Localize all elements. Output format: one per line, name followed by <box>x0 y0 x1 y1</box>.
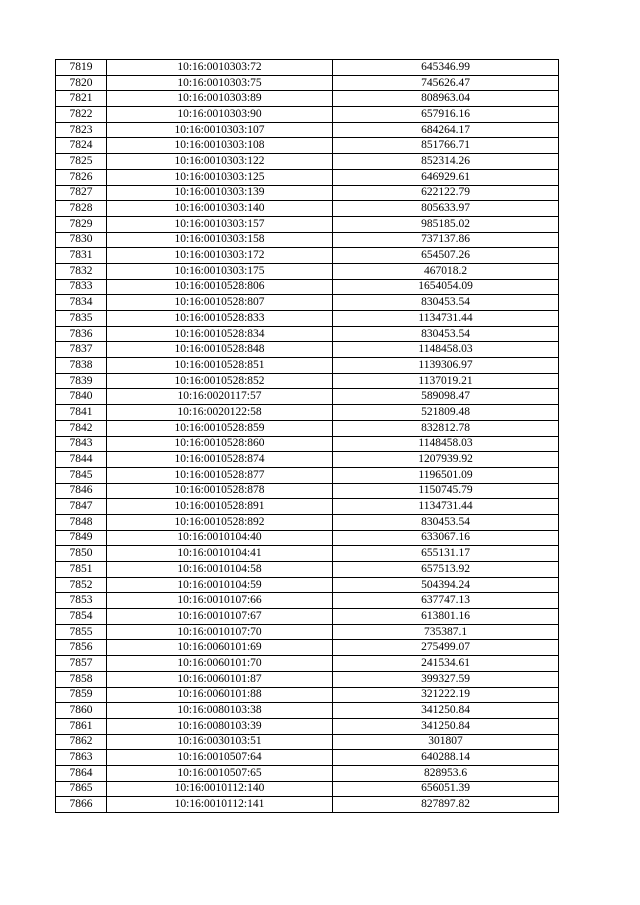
cadastral-number-cell: 10:16:0010507:65 <box>107 765 333 781</box>
table-row <box>56 703 559 719</box>
row-number-cell: 7866 <box>56 797 107 813</box>
row-number-cell: 7835 <box>56 311 107 327</box>
cadastral-number-cell: 10:16:0010303:140 <box>107 201 333 217</box>
value-cell: 1134731.44 <box>333 499 559 515</box>
value-cell: 633067.16 <box>333 530 559 546</box>
cadastral-number-cell: 10:16:0060101:88 <box>107 687 333 703</box>
table-row <box>56 154 559 170</box>
value-cell: 1148458.03 <box>333 436 559 452</box>
row-number-cell: 7842 <box>56 420 107 436</box>
table-row <box>56 687 559 703</box>
cadastral-number-cell: 10:16:0010528:852 <box>107 373 333 389</box>
row-number-cell: 7855 <box>56 624 107 640</box>
cadastral-number-cell: 10:16:0010107:67 <box>107 609 333 625</box>
value-cell: 655131.17 <box>333 546 559 562</box>
row-number-cell: 7840 <box>56 389 107 405</box>
value-cell: 241534.61 <box>333 656 559 672</box>
table-row <box>56 373 559 389</box>
row-number-cell: 7858 <box>56 671 107 687</box>
cadastral-number-cell: 10:16:0010104:41 <box>107 546 333 562</box>
table-row <box>56 169 559 185</box>
cadastral-number-cell: 10:16:0010112:140 <box>107 781 333 797</box>
row-number-cell: 7854 <box>56 609 107 625</box>
cadastral-number-cell: 10:16:0010303:175 <box>107 263 333 279</box>
cadastral-number-cell: 10:16:0060101:69 <box>107 640 333 656</box>
cadastral-number-cell: 10:16:0010303:122 <box>107 154 333 170</box>
table-row <box>56 577 559 593</box>
value-cell: 657513.92 <box>333 562 559 578</box>
cadastral-number-cell: 10:16:0010303:75 <box>107 75 333 91</box>
cadastral-number-cell: 10:16:0010303:158 <box>107 232 333 248</box>
value-cell: 737137.86 <box>333 232 559 248</box>
table-row <box>56 656 559 672</box>
table-row <box>56 420 559 436</box>
table-row <box>56 122 559 138</box>
cadastral-number-cell: 10:16:0010507:64 <box>107 750 333 766</box>
cadastral-number-cell: 10:16:0010112:141 <box>107 797 333 813</box>
value-cell: 1654054.09 <box>333 279 559 295</box>
table-row <box>56 138 559 154</box>
row-number-cell: 7826 <box>56 169 107 185</box>
value-cell: 1134731.44 <box>333 311 559 327</box>
value-cell: 735387.1 <box>333 624 559 640</box>
table-row <box>56 107 559 123</box>
table-row <box>56 640 559 656</box>
data-table <box>55 59 559 813</box>
value-cell: 637747.13 <box>333 593 559 609</box>
table-row <box>56 216 559 232</box>
value-cell: 341250.84 <box>333 703 559 719</box>
table-row <box>56 546 559 562</box>
value-cell: 622122.79 <box>333 185 559 201</box>
table-row <box>56 91 559 107</box>
value-cell: 341250.84 <box>333 718 559 734</box>
table-row <box>56 295 559 311</box>
table-row <box>56 358 559 374</box>
row-number-cell: 7857 <box>56 656 107 672</box>
row-number-cell: 7862 <box>56 734 107 750</box>
row-number-cell: 7820 <box>56 75 107 91</box>
row-number-cell: 7827 <box>56 185 107 201</box>
cadastral-number-cell: 10:16:0020122:58 <box>107 405 333 421</box>
table-row <box>56 781 559 797</box>
table-row <box>56 765 559 781</box>
value-cell: 1150745.79 <box>333 483 559 499</box>
row-number-cell: 7849 <box>56 530 107 546</box>
cadastral-number-cell: 10:16:0080103:38 <box>107 703 333 719</box>
row-number-cell: 7831 <box>56 248 107 264</box>
cadastral-number-cell: 10:16:0010303:90 <box>107 107 333 123</box>
row-number-cell: 7852 <box>56 577 107 593</box>
row-number-cell: 7825 <box>56 154 107 170</box>
table-row <box>56 248 559 264</box>
row-number-cell: 7821 <box>56 91 107 107</box>
value-cell: 657916.16 <box>333 107 559 123</box>
value-cell: 1207939.92 <box>333 452 559 468</box>
table-row <box>56 734 559 750</box>
cadastral-number-cell: 10:16:0060101:70 <box>107 656 333 672</box>
cadastral-number-cell: 10:16:0010303:125 <box>107 169 333 185</box>
cadastral-number-cell: 10:16:0010104:58 <box>107 562 333 578</box>
value-cell: 1137019.21 <box>333 373 559 389</box>
cadastral-number-cell: 10:16:0030103:51 <box>107 734 333 750</box>
value-cell: 640288.14 <box>333 750 559 766</box>
table-row <box>56 671 559 687</box>
table-row <box>56 483 559 499</box>
value-cell: 852314.26 <box>333 154 559 170</box>
cadastral-number-cell: 10:16:0010107:70 <box>107 624 333 640</box>
table-row <box>56 624 559 640</box>
table-row <box>56 530 559 546</box>
value-cell: 851766.71 <box>333 138 559 154</box>
table-row <box>56 185 559 201</box>
cadastral-number-cell: 10:16:0010528:878 <box>107 483 333 499</box>
row-number-cell: 7822 <box>56 107 107 123</box>
cadastral-number-cell: 10:16:0010528:877 <box>107 467 333 483</box>
cadastral-number-cell: 10:16:0010303:89 <box>107 91 333 107</box>
cadastral-number-cell: 10:16:0010303:72 <box>107 60 333 76</box>
row-number-cell: 7837 <box>56 342 107 358</box>
table-row <box>56 342 559 358</box>
row-number-cell: 7860 <box>56 703 107 719</box>
row-number-cell: 7853 <box>56 593 107 609</box>
row-number-cell: 7824 <box>56 138 107 154</box>
row-number-cell: 7865 <box>56 781 107 797</box>
value-cell: 985185.02 <box>333 216 559 232</box>
table-row <box>56 718 559 734</box>
cadastral-number-cell: 10:16:0010104:59 <box>107 577 333 593</box>
value-cell: 832812.78 <box>333 420 559 436</box>
cadastral-number-cell: 10:16:0010528:806 <box>107 279 333 295</box>
cadastral-number-cell: 10:16:0010528:834 <box>107 326 333 342</box>
row-number-cell: 7856 <box>56 640 107 656</box>
cadastral-number-cell: 10:16:0010303:107 <box>107 122 333 138</box>
cadastral-number-cell: 10:16:0010303:172 <box>107 248 333 264</box>
table-row <box>56 452 559 468</box>
table-row <box>56 279 559 295</box>
row-number-cell: 7836 <box>56 326 107 342</box>
row-number-cell: 7829 <box>56 216 107 232</box>
row-number-cell: 7844 <box>56 452 107 468</box>
row-number-cell: 7834 <box>56 295 107 311</box>
cadastral-number-cell: 10:16:0010528:833 <box>107 311 333 327</box>
row-number-cell: 7830 <box>56 232 107 248</box>
cadastral-number-cell: 10:16:0080103:39 <box>107 718 333 734</box>
cadastral-number-cell: 10:16:0010107:66 <box>107 593 333 609</box>
cadastral-number-cell: 10:16:0010303:157 <box>107 216 333 232</box>
cadastral-number-cell: 10:16:0020117:57 <box>107 389 333 405</box>
cadastral-number-cell: 10:16:0010303:139 <box>107 185 333 201</box>
table-row <box>56 609 559 625</box>
table-row <box>56 514 559 530</box>
cadastral-number-cell: 10:16:0010528:860 <box>107 436 333 452</box>
value-cell: 504394.24 <box>333 577 559 593</box>
row-number-cell: 7859 <box>56 687 107 703</box>
table-row <box>56 60 559 76</box>
value-cell: 805633.97 <box>333 201 559 217</box>
row-number-cell: 7823 <box>56 122 107 138</box>
table-row <box>56 750 559 766</box>
value-cell: 613801.16 <box>333 609 559 625</box>
value-cell: 808963.04 <box>333 91 559 107</box>
table-row <box>56 75 559 91</box>
value-cell: 830453.54 <box>333 326 559 342</box>
table-row <box>56 326 559 342</box>
table-row <box>56 263 559 279</box>
row-number-cell: 7846 <box>56 483 107 499</box>
value-cell: 1148458.03 <box>333 342 559 358</box>
table-row <box>56 593 559 609</box>
cadastral-number-cell: 10:16:0010528:848 <box>107 342 333 358</box>
row-number-cell: 7828 <box>56 201 107 217</box>
row-number-cell: 7832 <box>56 263 107 279</box>
row-number-cell: 7845 <box>56 467 107 483</box>
row-number-cell: 7851 <box>56 562 107 578</box>
row-number-cell: 7864 <box>56 765 107 781</box>
table-row <box>56 389 559 405</box>
value-cell: 656051.39 <box>333 781 559 797</box>
table-body <box>56 60 559 813</box>
value-cell: 645346.99 <box>333 60 559 76</box>
cadastral-number-cell: 10:16:0060101:87 <box>107 671 333 687</box>
row-number-cell: 7847 <box>56 499 107 515</box>
table-row <box>56 797 559 813</box>
table-row <box>56 499 559 515</box>
table-row <box>56 405 559 421</box>
value-cell: 301807 <box>333 734 559 750</box>
value-cell: 654507.26 <box>333 248 559 264</box>
table-row <box>56 232 559 248</box>
cadastral-number-cell: 10:16:0010528:892 <box>107 514 333 530</box>
cadastral-number-cell: 10:16:0010104:40 <box>107 530 333 546</box>
table-row <box>56 201 559 217</box>
row-number-cell: 7848 <box>56 514 107 530</box>
cadastral-number-cell: 10:16:0010528:807 <box>107 295 333 311</box>
row-number-cell: 7861 <box>56 718 107 734</box>
table-row <box>56 436 559 452</box>
value-cell: 521809.48 <box>333 405 559 421</box>
value-cell: 830453.54 <box>333 295 559 311</box>
row-number-cell: 7850 <box>56 546 107 562</box>
cadastral-number-cell: 10:16:0010303:108 <box>107 138 333 154</box>
cadastral-number-cell: 10:16:0010528:874 <box>107 452 333 468</box>
value-cell: 399327.59 <box>333 671 559 687</box>
table-row <box>56 562 559 578</box>
value-cell: 467018.2 <box>333 263 559 279</box>
value-cell: 745626.47 <box>333 75 559 91</box>
row-number-cell: 7839 <box>56 373 107 389</box>
row-number-cell: 7833 <box>56 279 107 295</box>
value-cell: 589098.47 <box>333 389 559 405</box>
value-cell: 1196501.09 <box>333 467 559 483</box>
table-row <box>56 311 559 327</box>
value-cell: 1139306.97 <box>333 358 559 374</box>
cadastral-number-cell: 10:16:0010528:891 <box>107 499 333 515</box>
row-number-cell: 7843 <box>56 436 107 452</box>
value-cell: 684264.17 <box>333 122 559 138</box>
value-cell: 830453.54 <box>333 514 559 530</box>
row-number-cell: 7841 <box>56 405 107 421</box>
table-row <box>56 467 559 483</box>
row-number-cell: 7863 <box>56 750 107 766</box>
value-cell: 828953.6 <box>333 765 559 781</box>
cadastral-number-cell: 10:16:0010528:851 <box>107 358 333 374</box>
value-cell: 321222.19 <box>333 687 559 703</box>
row-number-cell: 7838 <box>56 358 107 374</box>
value-cell: 827897.82 <box>333 797 559 813</box>
value-cell: 275499.07 <box>333 640 559 656</box>
row-number-cell: 7819 <box>56 60 107 76</box>
cadastral-number-cell: 10:16:0010528:859 <box>107 420 333 436</box>
value-cell: 646929.61 <box>333 169 559 185</box>
